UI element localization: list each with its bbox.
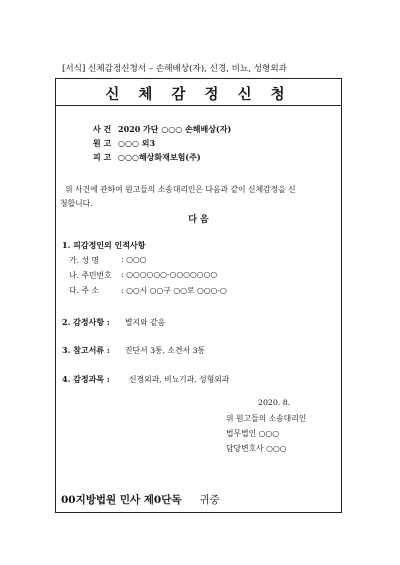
section3-value: 진단서 3통, 소견서 3통 [125, 346, 206, 355]
signature-line1: 위 원고들의 소송대리인 [226, 414, 307, 423]
section3-heading: 3. 참고서류 : [62, 345, 110, 355]
title-bar [56, 79, 341, 106]
section1-address-value: : ○○시 ○○구 ○○로 ○○○-○ [121, 286, 227, 295]
court-suffix: 귀중 [199, 494, 220, 506]
signature-line2: 법무법인 ○○○ [226, 429, 280, 438]
case-value: 2020 가단 ○○○ 손해배상(자) [118, 124, 232, 134]
defendant-value: ○○○해상화재보험(주) [118, 152, 201, 162]
document-title: 신 체 감 정 신 청 [105, 86, 292, 103]
section1-name-value: : ○○○ [121, 255, 147, 264]
section4-value: 신경외과, 비뇨기과, 성형외과 [129, 375, 230, 384]
document-caption: [서식] 신체감정신청서 – 손해배상(자), 신경, 비뇨, 성형외과 [62, 64, 287, 74]
intro-text-line2: 청합니다. [60, 199, 93, 208]
defendant-label: 피 고 [93, 152, 112, 162]
court-name: 00지방법원 민사 제0단독 [61, 494, 182, 506]
section2-value: 별지와 같음 [125, 318, 166, 327]
next-heading: 다 음 [188, 215, 209, 225]
section1-address-label: 다. 주 소 [69, 286, 100, 295]
section1-id-label: 나. 주민번호 [69, 271, 112, 280]
section1-id-value: : ○○○○○○-○○○○○○○ [121, 270, 218, 279]
case-label: 사 건 [93, 124, 112, 134]
section4-heading: 4. 감정과목 : [62, 374, 110, 384]
court-addressee [61, 492, 220, 507]
section1-name-label: 가. 성 명 [69, 256, 100, 265]
section1-heading: 1. 피감정인의 인적사항 [62, 240, 146, 250]
signature-line3: 담당변호사 ○○○ [226, 444, 287, 453]
intro-text-line1: 위 사건에 관하여 원고들의 소송대리인은 다음과 같이 신체감정을 신 [65, 185, 296, 194]
plaintiff-label: 원 고 [93, 138, 112, 148]
section2-heading: 2. 감정사항 : [62, 317, 110, 327]
filing-date: 2020. 8. [258, 398, 291, 407]
plaintiff-value: ○○○ 외3 [118, 138, 156, 148]
application-form [55, 78, 342, 513]
